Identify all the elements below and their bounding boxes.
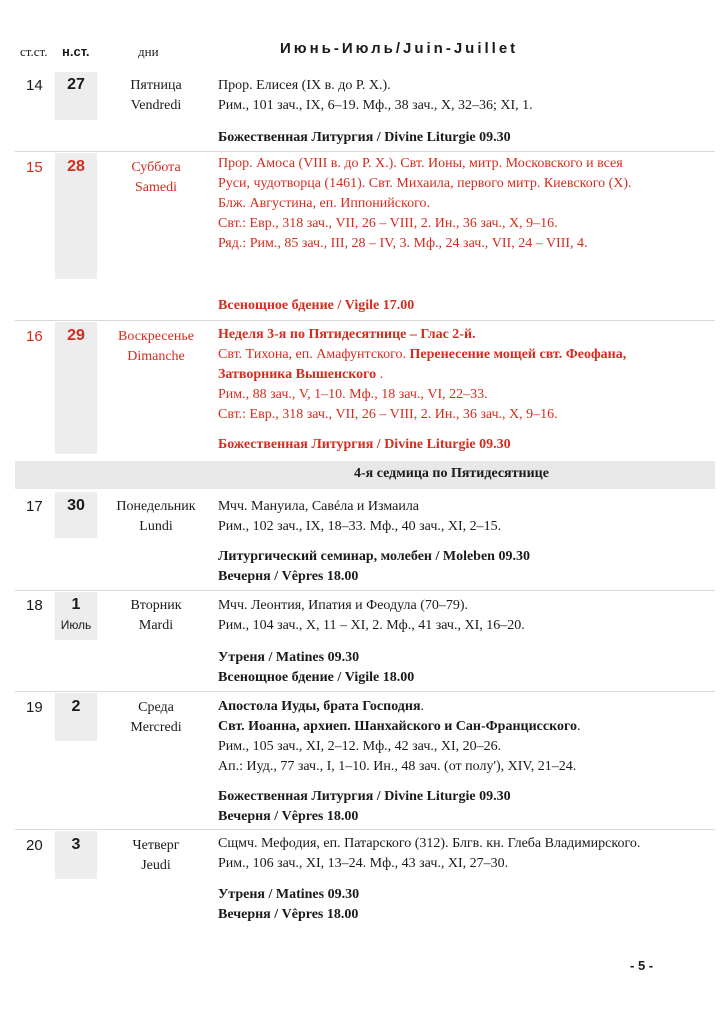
row-divider [15,320,715,321]
commemorations [218,154,718,254]
weekday-ru: Воскресенье [118,329,194,344]
weekday-fr: Dimanche [127,349,185,364]
service-line: Божественная Литургия / Divine Liturgie 09.30 [218,437,511,452]
row-divider [15,151,715,152]
weekday [104,836,208,876]
row-divider [15,829,715,830]
old-style-date: 16 [26,328,43,345]
sunday-title: Неделя 3-я по Пятидесятнице – Глас 2-й. [218,327,476,342]
column-header-days: дни [138,44,159,59]
services [218,296,414,316]
services [218,128,511,148]
punctuation: . [379,367,384,382]
service-line: Божественная Литургия / Divine Liturgie 09.30 [218,130,511,145]
feast-text: Затворника Вышенского [218,367,377,382]
weekday-fr: Mercredi [130,720,182,735]
service-line: Всенощное бдение / Vigile 18.00 [218,670,415,685]
column-header-new-style: н.ст. [62,44,90,59]
punctuation: . [576,719,581,734]
weekday [104,327,208,367]
service-line: Вечерня / Vêpres 18.00 [218,907,359,922]
new-style-date: 1 [71,596,81,613]
commemoration-line: Сщмч. Мефодия, еп. Патарского (312). Блгв. кн. Глеба Владимирского. [218,836,641,851]
feast-text: Свт. Иоанна, архиеп. Шанхайского и Сан-Францисского [218,719,577,734]
commemoration-line: Руси, чудотворца (1461). Свт. Михаила, первого митр. Киевского (X). [218,176,632,191]
service-line: Вечерня / Vêpres 18.00 [218,569,359,584]
reading-line: Рим., 102 зач., IX, 18–33. Мф., 40 зач., XI, 2–15. [218,519,502,534]
new-style-date: 2 [71,698,81,715]
reading-line: Ряд.: Рим., 85 зач., III, 28 – IV, 3. Мф., 24 зач., VII, 24 – VIII, 4. [218,236,588,251]
reading-line: Рим., 88 зач., V, 1–10. Мф., 18 зач., VI, 22–33. [218,387,488,402]
reading-line: Рим., 101 зач., IX, 6–19. Мф., 38 зач., X, 32–36; XI, 1. [218,98,533,113]
commemoration-line: Прор. Елисея (IX в. до Р. Х.). [218,78,391,93]
new-style-date: 28 [67,158,85,175]
weekday-ru: Пятница [130,78,182,93]
row-divider [15,691,715,692]
commemoration-line: Мчч. Мануила, Савéла и Измаила [218,499,420,514]
service-line: Утреня / Matines 09.30 [218,650,360,665]
feast-text: Апостола Иуды, брата Господня [218,699,421,714]
commemoration-line: Блж. Августина, еп. Иппонийского. [218,196,430,211]
service-line: Всенощное бдение / Vigile 17.00 [218,298,415,313]
commemoration-line: Мчч. Леонтия, Ипатия и Феодула (70–79). [218,598,469,613]
reading-line: Рим., 105 зач., XI, 2–12. Мф., 42 зач., XI, 20–26. [218,739,502,754]
commemoration-line [218,697,718,717]
weekday-fr: Mardi [138,618,174,633]
weekday-ru: Суббота [131,160,181,175]
services [218,547,530,587]
service-line: Утреня / Matines 09.30 [218,887,360,902]
commemoration-line [218,365,718,385]
week-label: 4-я седмица по Пятидесятнице [354,466,549,481]
page-title: Июнь-Июль/Juin-Juillet [280,40,519,57]
weekday-ru: Четверг [132,838,180,853]
weekday-ru: Среда [138,700,174,715]
weekday [104,497,208,537]
page-number: - 5 - [630,958,654,973]
commemorations [218,697,718,777]
services [218,435,511,455]
old-style-date: 15 [26,159,43,176]
services [218,787,511,827]
commemorations [218,76,718,116]
weekday [104,596,208,636]
commemoration-line [218,345,718,365]
new-style-date: 30 [67,497,85,514]
new-style-month: Июль [60,618,92,632]
reading-line: Свт.: Евр., 318 зач., VII, 26 – VIII, 2. Ин., 36 зач., X, 9–16. [218,216,558,231]
commemorations [218,834,718,874]
commemoration-line [218,717,718,737]
old-style-date: 14 [26,77,43,94]
old-style-date: 18 [26,597,43,614]
old-style-date: 17 [26,498,43,515]
commemoration-text: Свт. Тихона, еп. Амафунтского. [218,347,407,362]
commemorations [218,596,718,636]
weekday-fr: Samedi [135,180,177,195]
weekday-fr: Jeudi [141,858,171,873]
row-divider [15,590,715,591]
services [218,885,359,925]
feast-text: Перенесение мощей свт. Феофана, [409,347,627,362]
weekday-ru: Понедельник [116,499,196,514]
service-line: Божественная Литургия / Divine Liturgie 09.30 [218,789,511,804]
commemoration-line: Прор. Амоса (VIII в. до Р. Х.). Свт. Ионы, митр. Московского и всея [218,156,623,171]
new-style-date: 29 [67,327,85,344]
new-style-date: 3 [71,836,81,853]
old-style-date: 19 [26,699,43,716]
service-line: Вечерня / Vêpres 18.00 [218,809,359,824]
weekday [104,76,208,116]
reading-line: Свт.: Евр., 318 зач., VII, 26 – VIII, 2. Ин., 36 зач., X, 9–16. [218,407,558,422]
commemorations [218,497,718,537]
commemorations [218,325,718,425]
weekday-fr: Lundi [139,519,173,534]
old-style-date: 20 [26,837,43,854]
punctuation: . [420,699,425,714]
weekday [104,158,208,198]
services [218,648,414,688]
service-line: Литургический семинар, молебен / Moleben 09.30 [218,549,530,564]
weekday-ru: Вторник [130,598,182,613]
reading-line: Рим., 106 зач., XI, 13–24. Мф., 43 зач., XI, 27–30. [218,856,509,871]
reading-line: Ап.: Иуд., 77 зач., I, 1–10. Ин., 48 зач. (от полу'), XIV, 21–24. [218,759,577,774]
column-header-old-style: ст.ст. [20,44,48,59]
new-style-date: 27 [67,76,85,93]
weekday-fr: Vendredi [130,98,182,113]
weekday [104,698,208,738]
reading-line: Рим., 104 зач., X, 11 – XI, 2. Мф., 41 зач., XI, 16–20. [218,618,525,633]
